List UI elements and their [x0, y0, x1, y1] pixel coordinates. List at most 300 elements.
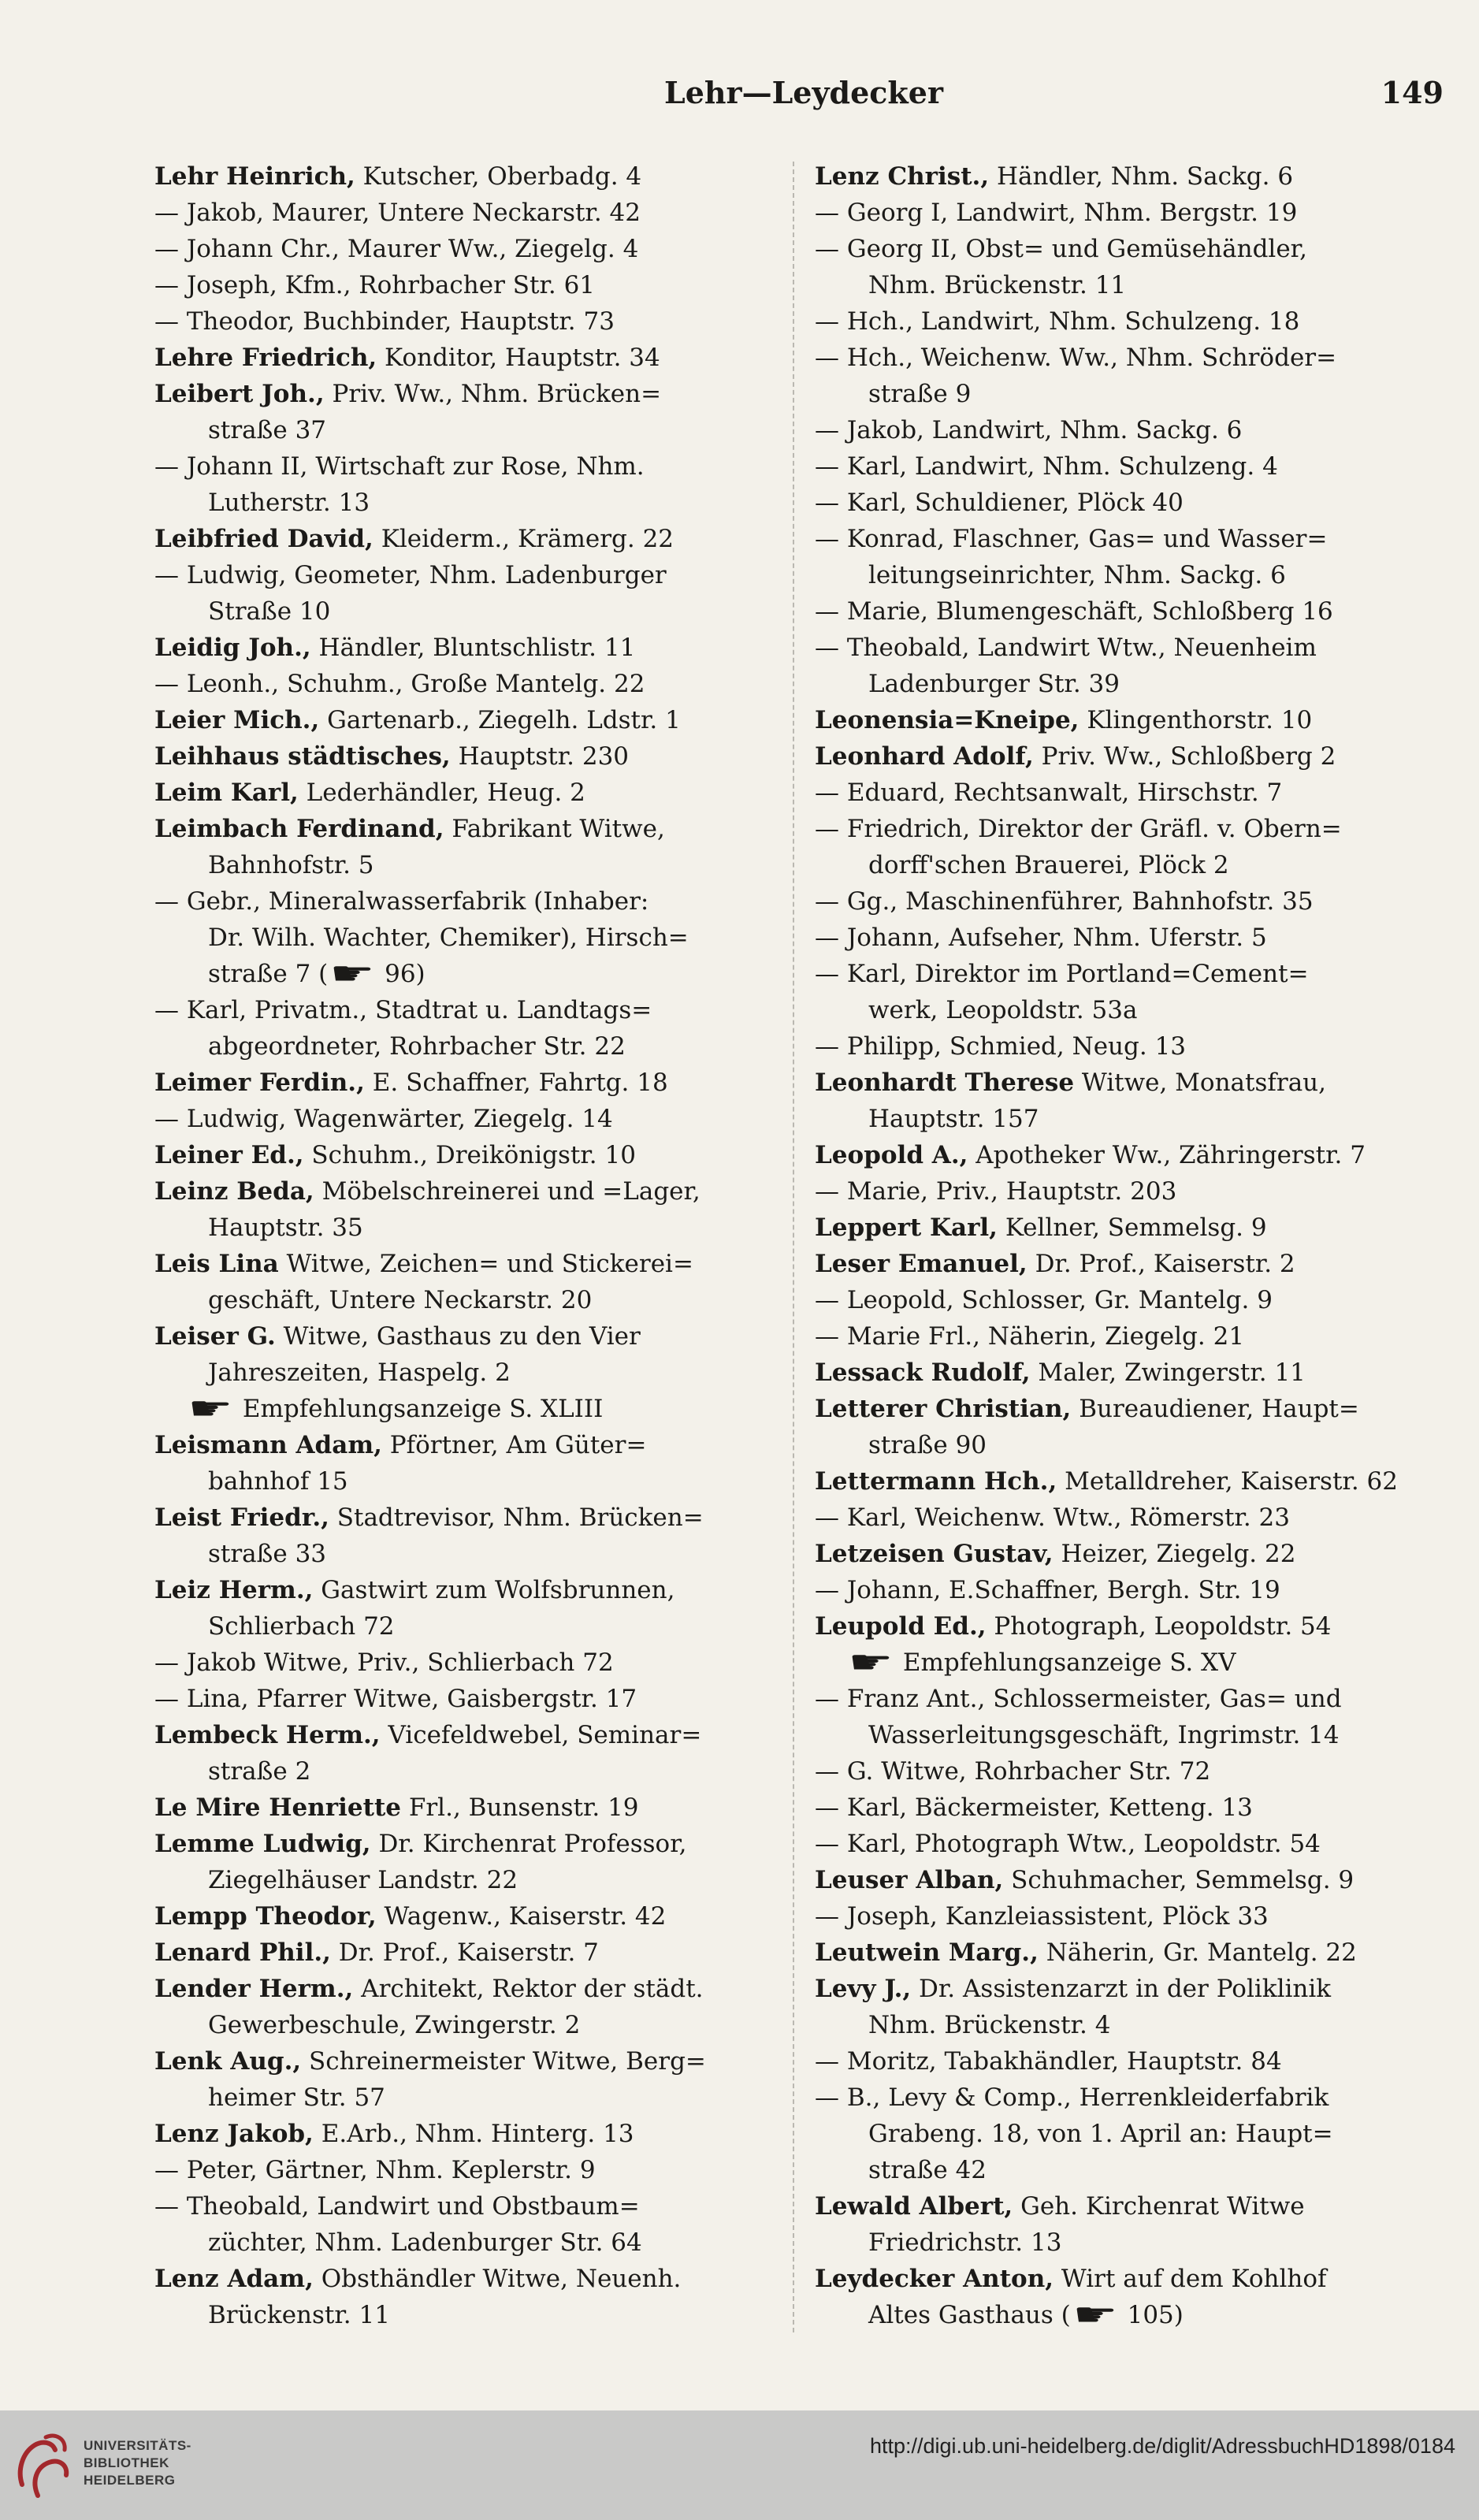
- entry-text: 96): [377, 960, 425, 988]
- entry-heading: Leonhardt Therese: [815, 1069, 1075, 1097]
- pointing-hand-icon: [846, 1647, 895, 1678]
- directory-line: [154, 448, 645, 485]
- directory-line: [815, 1028, 1186, 1065]
- entry-text: — Ludwig, Wagenwärter, Ziegelg. 14: [154, 1105, 613, 1133]
- entry-heading: Leis Lina: [154, 1250, 279, 1278]
- entry-text: leitungseinrichter, Nhm. Sackg. 6: [868, 561, 1286, 589]
- entry-text: — Joseph, Kanzleiassistent, Plöck 33: [815, 1902, 1269, 1931]
- directory-line: [154, 1790, 639, 1826]
- entry-text: straße 33: [208, 1540, 327, 1568]
- entry-text: Straße 10: [208, 597, 331, 626]
- entry-text: Apotheker Ww., Zähringerstr. 7: [968, 1141, 1366, 1169]
- entry-text: — Ludwig, Geometer, Nhm. Ladenburger: [154, 561, 667, 589]
- directory-line: [815, 158, 1293, 195]
- entry-heading: Lenk Aug.,: [154, 2047, 302, 2076]
- directory-line: [154, 1101, 613, 1137]
- entry-heading: Leiz Herm.,: [154, 1576, 314, 1604]
- viewer-footer: [0, 2410, 1479, 2520]
- directory-line: [154, 811, 665, 847]
- directory-line: [815, 1500, 1290, 1536]
- entry-text: — Karl, Direktor im Portland=Cement=: [815, 960, 1309, 988]
- directory-line: [154, 1681, 637, 1717]
- directory-line: [868, 992, 1137, 1028]
- directory-line: [815, 702, 1312, 738]
- entry-text: Hauptstr. 35: [208, 1214, 363, 1242]
- entry-heading: Leuser Alban,: [815, 1866, 1004, 1894]
- directory-line: [208, 2080, 385, 2116]
- entry-text: 105): [1119, 2301, 1184, 2329]
- directory-line: [868, 376, 971, 412]
- directory-line: [868, 2225, 1061, 2261]
- directory-line: [815, 1862, 1354, 1898]
- advertisement-reference-line: [846, 1645, 1236, 1681]
- entry-text: straße 90: [868, 1431, 987, 1459]
- entry-text: — Leopold, Schlosser, Gr. Mantelg. 9: [815, 1286, 1273, 1314]
- directory-line: [154, 1065, 668, 1101]
- directory-line: [815, 1318, 1244, 1355]
- library-name-line: UNIVERSITÄTS-: [84, 2438, 191, 2453]
- entry-text: Obsthändler Witwe, Neuenh.: [313, 2265, 682, 2293]
- entry-text: Witwe, Zeichen= und Stickerei=: [278, 1250, 693, 1278]
- directory-line: [154, 1826, 686, 1862]
- entry-text: straße 9: [868, 380, 972, 408]
- entry-text: Stadtrevisor, Nhm. Brücken=: [329, 1503, 704, 1532]
- entry-text: — Karl, Weichenw. Wtw., Römerstr. 23: [815, 1503, 1290, 1532]
- directory-line: [154, 267, 595, 303]
- directory-line: [154, 376, 661, 412]
- directory-line: [154, 1572, 674, 1608]
- entry-text: Händler, Nhm. Sackg. 6: [989, 162, 1294, 191]
- entry-text: Priv. Ww., Schloßberg 2: [1033, 742, 1336, 771]
- entry-text: Möbelschreinerei und =Lager,: [314, 1177, 700, 1206]
- directory-line: [154, 195, 641, 231]
- directory-line: [815, 1826, 1321, 1862]
- entry-heading: Leidig Joh.,: [154, 634, 311, 662]
- entry-heading: Lenz Christ.,: [815, 162, 990, 191]
- entry-text: Wasserleitungsgeschäft, Ingrimstr. 14: [868, 1721, 1340, 1749]
- entry-text: Dr. Prof., Kaiserstr. 7: [330, 1938, 599, 1967]
- directory-line: [868, 557, 1286, 593]
- entry-heading: Leibert Joh.,: [154, 380, 325, 408]
- entry-heading: Lenz Jakob,: [154, 2120, 314, 2148]
- directory-line: [208, 1608, 395, 1645]
- directory-line: [815, 1137, 1366, 1173]
- entry-text: Fabrikant Witwe,: [444, 815, 665, 843]
- directory-line: [208, 2225, 642, 2261]
- entry-text: Metalldreher, Kaiserstr. 62: [1057, 1467, 1398, 1496]
- entry-text: Gastwirt zum Wolfsbrunnen,: [313, 1576, 675, 1604]
- entry-text: — Karl, Bäckermeister, Ketteng. 13: [815, 1793, 1253, 1822]
- directory-line: [154, 775, 585, 811]
- directory-line: [815, 448, 1278, 485]
- entry-text: Bureaudiener, Haupt=: [1071, 1395, 1359, 1423]
- directory-line: [868, 1717, 1340, 1753]
- directory-line: [154, 2188, 640, 2225]
- entry-heading: Leibfried David,: [154, 525, 373, 553]
- entry-heading: Leihhaus städtisches,: [154, 742, 451, 771]
- entry-heading: Leiner Ed.,: [154, 1141, 304, 1169]
- directory-line: [815, 1282, 1273, 1318]
- directory-line: [154, 1935, 599, 1971]
- pointing-hand-icon: [328, 958, 377, 990]
- entry-heading: Leimer Ferdin.,: [154, 1069, 365, 1097]
- entry-text: Hauptstr. 157: [868, 1105, 1039, 1133]
- entry-text: Schuhmacher, Semmelsg. 9: [1003, 1866, 1355, 1894]
- directory-line: [154, 1137, 636, 1173]
- entry-text: Geh. Kirchenrat Witwe: [1013, 2192, 1305, 2221]
- entry-text: Ladenburger Str. 39: [868, 670, 1120, 698]
- entry-heading: Leismann Adam,: [154, 1431, 382, 1459]
- directory-line: [815, 1790, 1253, 1826]
- entry-text: abgeordneter, Rohrbacher Str. 22: [208, 1032, 626, 1061]
- entry-text: Schuhm., Dreikönigstr. 10: [303, 1141, 636, 1169]
- entry-heading: Lettermann Hch.,: [815, 1467, 1057, 1496]
- entry-text: — Johann II, Wirtschaft zur Rose, Nhm.: [154, 452, 645, 481]
- entry-text: — Marie, Blumengeschäft, Schloßberg 16: [815, 597, 1333, 626]
- entry-text: — Leonh., Schuhm., Große Mantelg. 22: [154, 670, 645, 698]
- entry-text: Schlierbach 72: [208, 1612, 395, 1641]
- directory-line: [815, 2188, 1305, 2225]
- directory-line: [154, 340, 660, 376]
- directory-line: [208, 1862, 518, 1898]
- entry-heading: Leier Mich.,: [154, 706, 320, 734]
- directory-line: [154, 738, 629, 775]
- entry-text: Gewerbeschule, Zwingerstr. 2: [208, 2011, 581, 2039]
- entry-text: — Marie, Priv., Hauptstr. 203: [815, 1177, 1177, 1206]
- directory-line: [815, 920, 1267, 956]
- directory-line: [815, 883, 1314, 920]
- directory-line: [208, 1028, 626, 1065]
- directory-line: [815, 593, 1333, 630]
- directory-line: [868, 2152, 987, 2188]
- directory-line: [815, 956, 1309, 992]
- entry-text: — Peter, Gärtner, Nhm. Keplerstr. 9: [154, 2156, 596, 2184]
- entry-text: Witwe, Gasthaus zu den Vier: [275, 1322, 641, 1351]
- entry-text: — Karl, Privatm., Stadtrat u. Landtags=: [154, 996, 652, 1024]
- directory-line: [208, 1355, 511, 1391]
- directory-line: [154, 1898, 666, 1935]
- directory-line: [154, 1173, 700, 1210]
- entry-text: Dr. Assistenzarzt in der Poliklinik: [911, 1975, 1332, 2003]
- entry-text: — Eduard, Rechtsanwalt, Hirschstr. 7: [815, 779, 1283, 807]
- entry-text: Architekt, Rektor der städt.: [353, 1975, 704, 2003]
- directory-line: [815, 2043, 1282, 2080]
- directory-line: [815, 630, 1317, 666]
- entry-heading: Letterer Christian,: [815, 1395, 1072, 1423]
- directory-line: [154, 1318, 641, 1355]
- entry-text: — Lina, Pfarrer Witwe, Gaisbergstr. 17: [154, 1685, 637, 1713]
- entry-text: Altes Gasthaus (: [868, 2301, 1071, 2329]
- entry-text: Jahreszeiten, Haspelg. 2: [208, 1358, 511, 1387]
- entry-heading: Leim Karl,: [154, 779, 299, 807]
- entry-text: Dr. Prof., Kaiserstr. 2: [1027, 1250, 1295, 1278]
- directory-line: [154, 303, 615, 340]
- directory-line: [208, 593, 330, 630]
- directory-line: [815, 1935, 1357, 1971]
- directory-line: [815, 1753, 1210, 1790]
- entry-heading: Leist Friedr.,: [154, 1503, 329, 1532]
- entry-heading: Lewald Albert,: [815, 2192, 1013, 2221]
- entry-text: Gartenarb., Ziegelh. Ldstr. 1: [319, 706, 681, 734]
- directory-line: [208, 1753, 310, 1790]
- library-name-line: BIBLIOTHEK: [84, 2455, 169, 2470]
- source-url-link[interactable]: http://digi.ub.uni-heidelberg.de/diglit/AdressbuchHD1898/0184: [869, 2434, 1455, 2458]
- directory-line: [815, 303, 1299, 340]
- entry-text: Klingenthorstr. 10: [1079, 706, 1313, 734]
- entry-heading: Lemme Ludwig,: [154, 1830, 371, 1858]
- entry-text: Näherin, Gr. Mantelg. 22: [1038, 1938, 1357, 1967]
- directory-line: [208, 956, 425, 992]
- entry-text: — Philipp, Schmied, Neug. 13: [815, 1032, 1187, 1061]
- entry-text: — Hch., Weichenw. Ww., Nhm. Schröder=: [815, 344, 1337, 372]
- directory-line: [208, 412, 326, 448]
- directory-line: [154, 158, 641, 195]
- directory-line: [815, 412, 1242, 448]
- directory-line: [815, 1355, 1306, 1391]
- entry-heading: Letzeisen Gustav,: [815, 1540, 1054, 1568]
- entry-text: — Karl, Schuldiener, Plöck 40: [815, 489, 1184, 517]
- entry-text: Grabeng. 18, von 1. April an: Haupt=: [868, 2120, 1333, 2148]
- entry-text: Vicefeldwebel, Seminar=: [380, 1721, 702, 1749]
- entry-text: Maler, Zwingerstr. 11: [1030, 1358, 1306, 1387]
- directory-line: [154, 2043, 706, 2080]
- entry-text: Empfehlungsanzeige S. XLIII: [235, 1395, 604, 1423]
- entry-heading: Lempp Theodor,: [154, 1902, 377, 1931]
- directory-line: [815, 1971, 1331, 2007]
- entry-text: straße 42: [868, 2156, 987, 2184]
- entry-text: Wirt auf dem Kohlhof: [1054, 2265, 1327, 2293]
- entry-text: — Theodor, Buchbinder, Hauptstr. 73: [154, 307, 615, 336]
- directory-line: [815, 1173, 1176, 1210]
- directory-line: [154, 1500, 704, 1536]
- entry-text: Dr. Wilh. Wachter, Chemiker), Hirsch=: [208, 924, 689, 952]
- entry-text: Lutherstr. 13: [208, 489, 370, 517]
- entry-heading: Lembeck Herm.,: [154, 1721, 381, 1749]
- directory-line: [154, 666, 645, 702]
- directory-line: [815, 1065, 1326, 1101]
- entry-heading: Lenz Adam,: [154, 2265, 314, 2293]
- entry-text: — G. Witwe, Rohrbacher Str. 72: [815, 1757, 1211, 1786]
- entry-text: Heizer, Ziegelg. 22: [1053, 1540, 1296, 1568]
- directory-line: [815, 521, 1327, 557]
- entry-text: — Joseph, Kfm., Rohrbacher Str. 61: [154, 271, 596, 299]
- entry-text: Kutscher, Oberbadg. 4: [355, 162, 642, 191]
- entry-text: Nhm. Brückenstr. 4: [868, 2011, 1111, 2039]
- entry-text: Ziegelhäuser Landstr. 22: [208, 1866, 518, 1894]
- directory-line: [154, 883, 648, 920]
- directory-line: [208, 1536, 326, 1572]
- entry-text: Brückenstr. 11: [208, 2301, 390, 2329]
- entry-text: Empfehlungsanzeige S. XV: [895, 1648, 1236, 1677]
- entry-text: geschäft, Untere Neckarstr. 20: [208, 1286, 593, 1314]
- entry-text: straße 37: [208, 416, 327, 444]
- entry-text: Priv. Ww., Nhm. Brücken=: [324, 380, 662, 408]
- directory-line: [154, 1971, 704, 2007]
- entry-heading: Leimbach Ferdinand,: [154, 815, 444, 843]
- directory-line: [815, 775, 1282, 811]
- directory-column-right: [815, 158, 1439, 2341]
- entry-heading: Leinz Beda,: [154, 1177, 314, 1206]
- directory-line: [815, 1391, 1359, 1427]
- entry-text: — Franz Ant., Schlossermeister, Gas= und: [815, 1685, 1342, 1713]
- entry-text: züchter, Nhm. Ladenburger Str. 64: [208, 2228, 642, 2257]
- entry-text: — Jakob Witwe, Priv., Schlierbach 72: [154, 1648, 614, 1677]
- entry-text: — Gebr., Mineralwasserfabrik (Inhaber:: [154, 887, 649, 916]
- directory-line: [815, 1572, 1280, 1608]
- entry-text: heimer Str. 57: [208, 2083, 385, 2112]
- entry-text: — Georg II, Obst= und Gemüsehändler,: [815, 235, 1307, 263]
- entry-text: Kleiderm., Krämerg. 22: [373, 525, 674, 553]
- entry-heading: Lehre Friedrich,: [154, 344, 377, 372]
- directory-column-left: [154, 158, 780, 2341]
- library-name-line: HEIDELBERG: [84, 2473, 176, 2488]
- entry-heading: Leutwein Marg.,: [815, 1938, 1039, 1967]
- directory-line: [154, 1717, 701, 1753]
- entry-heading: Leopold A.,: [815, 1141, 968, 1169]
- entry-text: E. Schaffner, Fahrtg. 18: [364, 1069, 668, 1097]
- directory-line: [815, 340, 1336, 376]
- entry-text: — Friedrich, Direktor der Gräfl. v. Obern=: [815, 815, 1342, 843]
- entry-heading: Le Mire Henriette: [154, 1793, 401, 1822]
- directory-line: [154, 2116, 634, 2152]
- entry-heading: Leonhard Adolf,: [815, 742, 1034, 771]
- directory-line: [815, 1898, 1269, 1935]
- entry-text: — Johann, E.Schaffner, Bergh. Str. 19: [815, 1576, 1280, 1604]
- directory-line: [208, 1463, 348, 1500]
- page-title: Lehr—Leydecker: [664, 75, 943, 110]
- directory-line: [154, 521, 674, 557]
- directory-line: [815, 195, 1297, 231]
- entry-text: Dr. Kirchenrat Professor,: [370, 1830, 687, 1858]
- directory-line: [815, 1681, 1342, 1717]
- directory-line: [868, 2116, 1333, 2152]
- directory-line: [815, 1463, 1398, 1500]
- entry-text: — Karl, Photograph Wtw., Leopoldstr. 54: [815, 1830, 1321, 1858]
- entry-text: — Johann, Aufseher, Nhm. Uferstr. 5: [815, 924, 1267, 952]
- directory-line: [815, 2261, 1326, 2297]
- entry-heading: Leppert Karl,: [815, 1214, 998, 1242]
- directory-line: [815, 231, 1307, 267]
- directory-line: [815, 1246, 1295, 1282]
- directory-line: [815, 1608, 1331, 1645]
- entry-text: — Hch., Landwirt, Nhm. Schulzeng. 18: [815, 307, 1300, 336]
- entry-heading: Leser Emanuel,: [815, 1250, 1027, 1278]
- directory-line: [868, 267, 1126, 303]
- entry-text: Photograph, Leopoldstr. 54: [986, 1612, 1332, 1641]
- entry-text: — Georg I, Landwirt, Nhm. Bergstr. 19: [815, 199, 1298, 227]
- directory-line: [868, 847, 1229, 883]
- directory-line: [208, 847, 374, 883]
- directory-line: [154, 2261, 681, 2297]
- directory-line: [154, 557, 667, 593]
- entry-text: Nhm. Brückenstr. 11: [868, 271, 1127, 299]
- entry-text: Kellner, Semmelsg. 9: [997, 1214, 1267, 1242]
- entry-text: — Moritz, Tabakhändler, Hauptstr. 84: [815, 2047, 1282, 2076]
- directory-line: [868, 1427, 987, 1463]
- directory-line: [815, 738, 1336, 775]
- directory-line: [154, 1645, 614, 1681]
- entry-heading: Lender Herm.,: [154, 1975, 354, 2003]
- column-divider: [793, 162, 794, 2332]
- directory-line: [868, 1101, 1039, 1137]
- entry-text: Frl., Bunsenstr. 19: [401, 1793, 639, 1822]
- entry-text: — Jakob, Landwirt, Nhm. Sackg. 6: [815, 416, 1243, 444]
- directory-line: [208, 485, 370, 521]
- entry-heading: Lenard Phil.,: [154, 1938, 331, 1967]
- entry-text: Händler, Bluntschlistr. 11: [310, 634, 636, 662]
- entry-text: — Theobald, Landwirt und Obstbaum=: [154, 2192, 640, 2221]
- directory-line: [815, 485, 1184, 521]
- entry-text: — B., Levy & Comp., Herrenkleiderfabrik: [815, 2083, 1329, 2112]
- entry-text: Witwe, Monatsfrau,: [1074, 1069, 1326, 1097]
- library-logo-icon: [14, 2429, 74, 2502]
- page-number: 149: [1381, 75, 1444, 110]
- entry-text: — Jakob, Maurer, Untere Neckarstr. 42: [154, 199, 641, 227]
- entry-text: Konditor, Hauptstr. 34: [377, 344, 660, 372]
- pointing-hand-icon: [186, 1393, 235, 1425]
- entry-text: Bahnhofstr. 5: [208, 851, 374, 879]
- directory-line: [154, 630, 635, 666]
- entry-text: bahnhof 15: [208, 1467, 348, 1496]
- entry-text: dorff'schen Brauerei, Plöck 2: [868, 851, 1229, 879]
- directory-line: [208, 1282, 592, 1318]
- directory-line: [154, 702, 681, 738]
- entry-text: Wagenw., Kaiserstr. 42: [376, 1902, 667, 1931]
- directory-line: [208, 2297, 390, 2333]
- entry-heading: Leiser G.: [154, 1322, 276, 1351]
- entry-heading: Leonensia=Kneipe,: [815, 706, 1080, 734]
- directory-line: [208, 1210, 363, 1246]
- entry-text: — Marie Frl., Näherin, Ziegelg. 21: [815, 1322, 1245, 1351]
- entry-text: straße 2: [208, 1757, 311, 1786]
- entry-text: Pförtner, Am Güter=: [381, 1431, 647, 1459]
- directory-line: [868, 2007, 1110, 2043]
- directory-line: [815, 811, 1342, 847]
- directory-line: [868, 2297, 1184, 2333]
- entry-text: — Gg., Maschinenführer, Bahnhofstr. 35: [815, 887, 1314, 916]
- library-name: [84, 2437, 191, 2489]
- directory-line: [815, 1536, 1295, 1572]
- pointing-hand-icon: [1071, 2299, 1120, 2331]
- entry-text: Friedrichstr. 13: [868, 2228, 1062, 2257]
- entry-text: Lederhändler, Heug. 2: [298, 779, 585, 807]
- entry-heading: Levy J.,: [815, 1975, 912, 2003]
- directory-line: [208, 2007, 580, 2043]
- entry-heading: Lehr Heinrich,: [154, 162, 355, 191]
- entry-text: — Karl, Landwirt, Nhm. Schulzeng. 4: [815, 452, 1278, 481]
- entry-text: E.Arb., Nhm. Hinterg. 13: [313, 2120, 634, 2148]
- directory-line: [208, 920, 689, 956]
- directory-line: [815, 2080, 1328, 2116]
- entry-heading: Lessack Rudolf,: [815, 1358, 1031, 1387]
- entry-text: straße 7 (: [208, 960, 329, 988]
- directory-line: [154, 2152, 596, 2188]
- entry-text: Hauptstr. 230: [450, 742, 630, 771]
- entry-text: — Johann Chr., Maurer Ww., Ziegelg. 4: [154, 235, 639, 263]
- entry-heading: Leydecker Anton,: [815, 2265, 1054, 2293]
- entry-heading: Leupold Ed.,: [815, 1612, 987, 1641]
- entry-text: — Theobald, Landwirt Wtw., Neuenheim: [815, 634, 1317, 662]
- entry-text: werk, Leopoldstr. 53a: [868, 996, 1138, 1024]
- directory-line: [815, 1210, 1267, 1246]
- directory-line: [154, 1427, 646, 1463]
- directory-line: [154, 231, 638, 267]
- entry-text: — Konrad, Flaschner, Gas= und Wasser=: [815, 525, 1328, 553]
- directory-line: [154, 992, 652, 1028]
- directory-line: [868, 666, 1120, 702]
- directory-line: [154, 1246, 693, 1282]
- advertisement-reference-line: [186, 1391, 603, 1427]
